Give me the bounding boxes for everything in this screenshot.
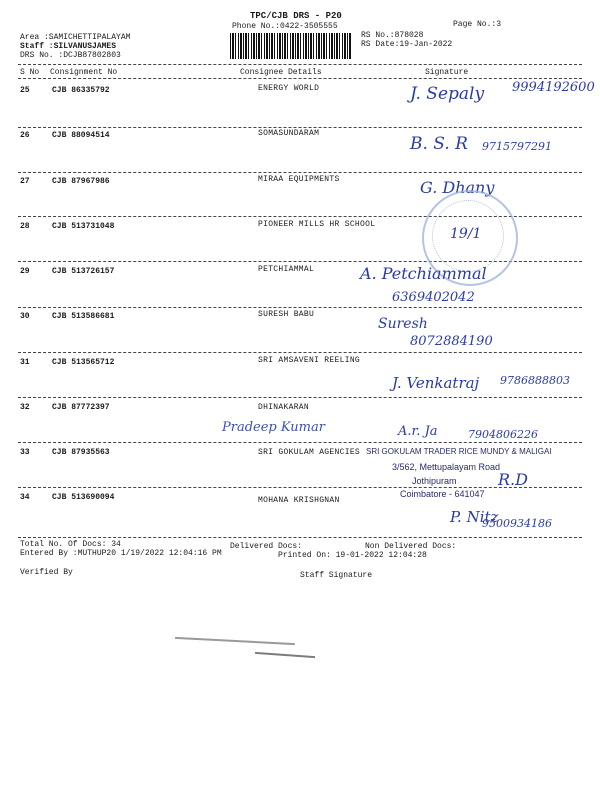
row-sno: 33 (20, 448, 30, 457)
row-divider (18, 397, 582, 398)
row-divider (18, 442, 582, 443)
row-sno: 34 (20, 493, 30, 502)
col-signature: Signature (425, 68, 469, 77)
signature-34: P. Nitz (450, 508, 499, 526)
row-consignment: CJB 513726157 (52, 267, 115, 276)
row-sno: 28 (20, 222, 30, 231)
total-docs: Total No. Of Docs: 34 (20, 540, 121, 549)
row-consignment: CJB 513586681 (52, 312, 115, 321)
row-divider (18, 172, 582, 173)
signature-29: A. Petchiammal (360, 264, 487, 283)
shop-stamp-line3: Jothipuram (412, 476, 457, 486)
row-sno: 26 (20, 131, 30, 140)
signature-31: J. Venkatraj (392, 374, 480, 392)
row-consignee: SRI GOKULAM AGENCIES (258, 448, 361, 457)
signature-26-phone: 9715797291 (482, 140, 552, 153)
row-sno: 25 (20, 86, 30, 95)
row-consignment: CJB 513731048 (52, 222, 115, 231)
document-title: TPC/CJB DRS - P20 (250, 11, 342, 21)
scan-smudge (255, 652, 315, 658)
row-divider (18, 307, 582, 308)
rs-number: RS No.:878028 (361, 31, 424, 40)
row-consignment: CJB 86335792 (52, 86, 110, 95)
signature-34-phone: 9500934186 (482, 517, 552, 530)
signature-30-phone: 8072884190 (410, 334, 493, 349)
signature-25-phone: 9994192600 (512, 80, 595, 95)
signature-26: B. S. R (410, 134, 468, 154)
row-consignee: SRI AMSAVENI REELING (258, 356, 361, 365)
signature-25: J. Sepaly (410, 84, 485, 104)
header-divider-bottom (18, 78, 582, 79)
barcode (230, 33, 352, 59)
row-sno: 31 (20, 358, 30, 367)
row-consignment: CJB 513690094 (52, 493, 115, 502)
row-consignee: SOMASUNDARAM (258, 129, 320, 138)
area-label: Area :SAMICHETTIPALAYAM (20, 33, 131, 42)
signature-32: Pradeep Kumar (222, 420, 325, 435)
signature-31-phone: 9786888803 (500, 374, 570, 387)
page-number: Page No.:3 (453, 20, 502, 29)
header-divider (18, 64, 582, 65)
row-divider (18, 537, 582, 538)
staff-label: Staff :SILVANUSJAMES (20, 42, 117, 51)
shop-stamp-line1: SRI GOKULAM TRADER RICE MUNDY & MALIGAI (366, 447, 552, 456)
row-divider (18, 352, 582, 353)
row-consignment: CJB 513565712 (52, 358, 115, 367)
verified-by: Verified By (20, 568, 73, 577)
row-sno: 29 (20, 267, 30, 276)
phone-number: Phone No.:0422-3505555 (232, 22, 338, 31)
signature-27: G. Dhany (420, 178, 495, 197)
delivered-docs: Delivered Docs: (230, 542, 303, 551)
shop-stamp-line2: 3/562, Mettupalayam Road (392, 462, 501, 472)
col-sno: S No (20, 68, 40, 77)
row-consignee: MIRAA EQUIPMENTS (258, 175, 340, 184)
signature-28: 19/1 (450, 226, 482, 242)
scan-smudge (175, 637, 295, 645)
row-consignee: DHINAKARAN (258, 403, 310, 412)
non-delivered-docs: Non Delivered Docs: (365, 542, 457, 551)
row-sno: 32 (20, 403, 30, 412)
printed-on: Printed On: 19-01-2022 12:04:28 (278, 551, 427, 560)
rs-date: RS Date:19-Jan-2022 (361, 40, 453, 49)
entered-by: Entered By :MUTHUP20 1/19/2022 12:04:16 PM (20, 549, 222, 558)
row-consignment: CJB 87772397 (52, 403, 110, 412)
row-consignment: CJB 87967986 (52, 177, 110, 186)
row-consignee: MOHANA KRISHGNAN (258, 496, 340, 505)
col-consignee: Consignee Details (240, 68, 322, 77)
row-consignment: CJB 87935563 (52, 448, 110, 457)
drs-number: DRS No. :DCJB87802803 (20, 51, 121, 60)
row-sno: 30 (20, 312, 30, 321)
row-consignment: CJB 88094514 (52, 131, 110, 140)
shop-stamp-line4: Coimbatore - 641047 (400, 489, 485, 499)
signature-32-extra: A.r. Ja (398, 424, 438, 439)
signature-32-phone: 7904806226 (468, 428, 538, 441)
staff-signature: Staff Signature (300, 571, 373, 580)
row-consignee: PETCHIAMMAL (258, 265, 315, 274)
row-divider (18, 127, 582, 128)
row-consignee: SURESH BABU (258, 310, 315, 319)
signature-33: R.D (498, 470, 528, 489)
row-consignee: ENERGY WORLD (258, 84, 320, 93)
signature-30: Suresh (378, 316, 428, 332)
row-sno: 27 (20, 177, 30, 186)
col-consignment: Consignment No (50, 68, 118, 77)
row-consignee: PIONEER MILLS HR SCHOOL (258, 220, 376, 229)
signature-29-phone: 6369402042 (392, 290, 475, 305)
